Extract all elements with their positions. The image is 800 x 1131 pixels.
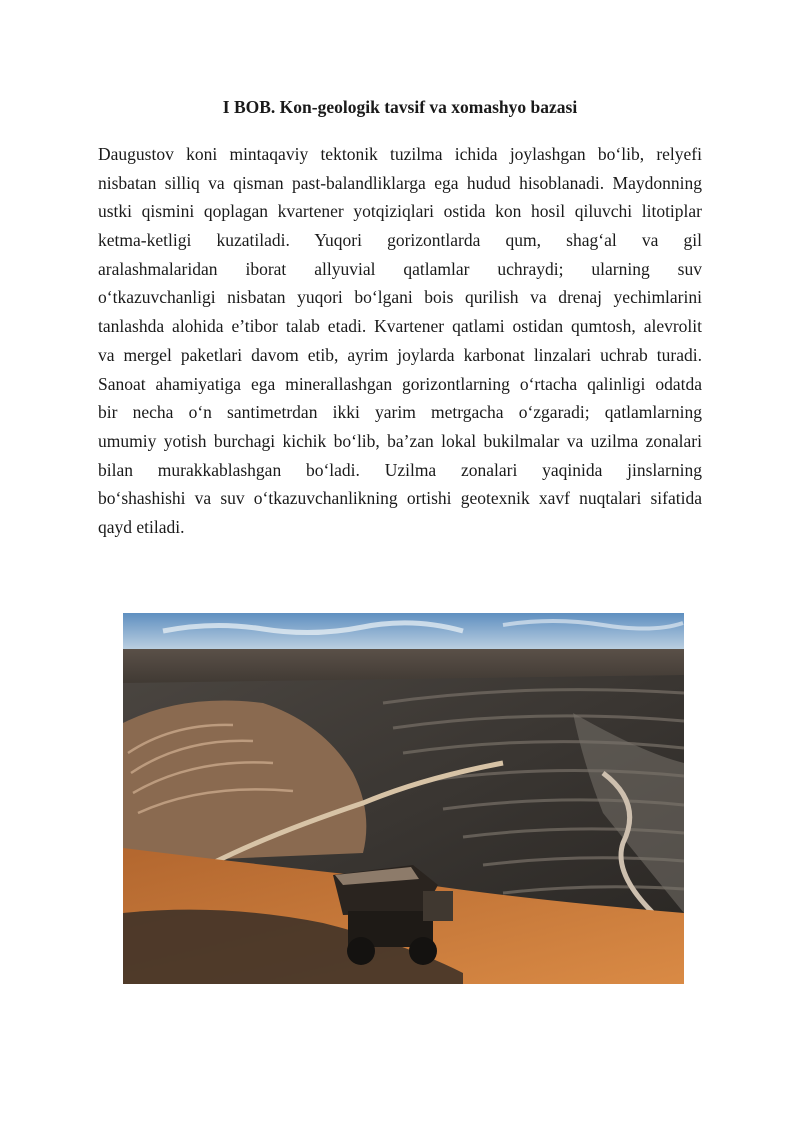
paragraph-line: bo‘shashishi va suv o‘tkazuvchanlikning ortishi geotexnik xavf nuqtalari sifatida [98,488,702,509]
open-pit-mine-photo [123,613,684,984]
paragraph-line: bilan murakkablashgan bo‘ladi. Uzilma zonalari yaqinida jinslarning [98,459,702,480]
paragraph-line: qayd etiladi. [98,516,185,537]
paragraph-line: tanlashda alohida e’tibor talab etadi. Kvartener qatlami ostidan qumtosh, alevrolit [98,316,702,337]
paragraph-line: va mergel paketlari davom etib, ayrim joylarda karbonat linzalari uchrab turadi. [98,344,702,365]
paragraph-line: ustki qismini qoplagan kvartener yotqiziqlari ostida kon hosil qiluvchi litotiplar [98,201,702,222]
paragraph-line: ketma-ketligi kuzatiladi. Yuqori gorizontlarda qum, shag‘al va gil [98,230,702,251]
paragraph-line: Daugustov koni mintaqaviy tektonik tuzilma ichida joylashgan bo‘lib, relyefi [98,144,702,164]
paragraph-line: Sanoat ahamiyatiga ega minerallashgan gorizontlarning o‘rtacha qalinligi odatda [98,373,702,394]
paragraph-line: bir necha o‘n santimetrdan ikki yarim metrgacha o‘zgaradi; qatlamlarning [98,402,702,423]
paragraph-line: nisbatan silliq va qisman past-balandliklarga ega hudud hisoblanadi. Maydonning [98,172,702,193]
paragraph-line: aralashmalaridan iborat allyuvial qatlamlar uchraydi; ularning suv [98,258,702,279]
paragraph-line: o‘tkazuvchanligi nisbatan yuqori bo‘lgani bois qurilish va drenaj yechimlarini [98,287,702,308]
chapter-title: I BOB. Kon-geologik tavsif va xomashyo bazasi [222,97,578,117]
body-paragraph [98,140,702,542]
paragraph-line: umumiy yotish burchagi kichik bo‘lib, ba’zan lokal bukilmalar va uzilma zonalari [98,430,702,451]
